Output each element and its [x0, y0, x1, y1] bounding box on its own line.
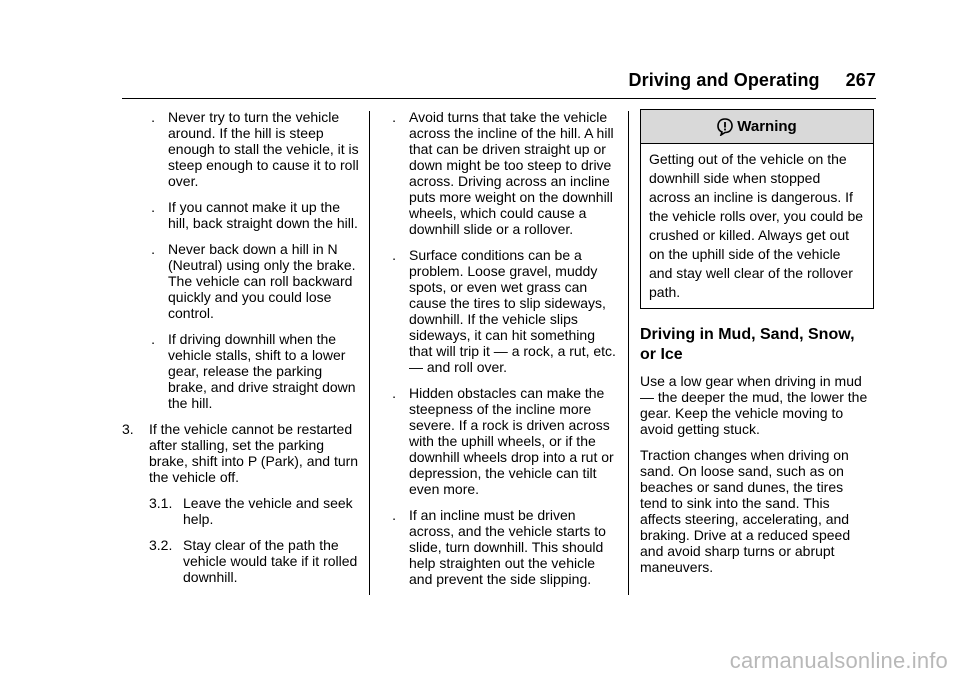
bullet-item — [122, 109, 360, 189]
page-header — [629, 70, 876, 91]
bullet-marker: . — [392, 109, 396, 125]
sub-step-number: 3.2. — [149, 537, 173, 553]
sub-step-text: Leave the vehicle and seek help. — [183, 495, 353, 527]
section-title-header: Driving and Operating — [628, 70, 820, 90]
warning-text: Getting out of the vehicle on the downhill side when stopped across an incline is dangerous. If the vehicle rolls over, you could be crushed or killed. Always get out on the uphill side of the vehicle and stay well clear of the rollover path. — [649, 151, 864, 300]
bullet-item — [380, 385, 618, 497]
sub-step-text: Stay clear of the path the vehicle would take if it rolled downhill. — [183, 537, 358, 585]
numbered-step — [122, 421, 360, 485]
warning-title: Warning — [737, 117, 797, 135]
bullet-text: Surface conditions can be a problem. Loose gravel, muddy spots, or even wet grass can cause the tires to slip sideways, downhill. If the vehicle slips sideways, it can hit something that will trip it — a rock, a rut, etc. — and roll over. — [409, 247, 616, 375]
watermark: carmanualsonline.info — [729, 648, 948, 673]
bullet-text: If an incline must be driven across, and the vehicle starts to slide, turn downhill. This should help straighten out the vehicle and prevent the side slipping. — [409, 507, 606, 587]
column-right — [640, 109, 874, 585]
column-left — [122, 109, 360, 595]
warning-box — [640, 109, 874, 309]
column-middle — [380, 109, 618, 597]
bullet-text: Avoid turns that take the vehicle across the incline of the hill. A hill that can be driven straight up or down might be too steep to drive across. Driving across an incline puts more weight on the downhill wheels, which could cause a downhill slide or a rollover. — [409, 109, 614, 237]
paragraph: Use a low gear when driving in mud — the deeper the mud, the lower the gear. Keep the vehicle moving to avoid getting stuck. — [640, 373, 868, 437]
warning-header — [641, 110, 873, 144]
bullet-item — [380, 109, 618, 237]
warning-icon — [717, 118, 733, 136]
section-heading: Driving in Mud, Sand, Snow, or Ice — [640, 326, 855, 363]
column-divider — [369, 111, 370, 595]
bullet-marker: . — [151, 241, 155, 257]
bullet-item — [122, 331, 360, 411]
bullet-marker: . — [151, 331, 155, 347]
bullet-text: If you cannot make it up the hill, back straight down the hill. — [168, 199, 358, 231]
bullet-marker: . — [151, 199, 155, 215]
bullet-text: Never try to turn the vehicle around. If the hill is steep enough to stall the vehicle, it is steep enough to cause it to roll over. — [168, 109, 359, 189]
bullet-marker: . — [392, 507, 396, 523]
bullet-item — [380, 247, 618, 375]
sub-step — [122, 495, 360, 527]
bullet-marker: . — [392, 247, 396, 263]
bullet-item — [122, 241, 360, 321]
bullet-text: Never back down a hill in N (Neutral) using only the brake. The vehicle can roll backward quickly and you could lose control. — [168, 241, 356, 321]
bullet-item — [380, 507, 618, 587]
bullet-marker: . — [151, 109, 155, 125]
paragraph: Traction changes when driving on sand. On loose sand, such as on beaches or sand dunes, the tires tend to sink into the sand. This affects steering, accelerating, and braking. Drive at a reduced speed and avoid sharp turns or abrupt maneuvers. — [640, 447, 851, 575]
header-rule — [122, 98, 876, 99]
sub-step — [122, 537, 360, 585]
sub-step-number: 3.1. — [149, 495, 173, 511]
step-text: If the vehicle cannot be restarted after stalling, set the parking brake, shift into P (Park), and turn the vehicle off. — [149, 421, 359, 485]
column-divider — [628, 111, 629, 595]
step-number: 3. — [122, 421, 134, 437]
bullet-item — [122, 199, 360, 231]
page-number: 267 — [845, 70, 876, 90]
bullet-marker: . — [392, 385, 396, 401]
bullet-text: Hidden obstacles can make the steepness of the incline more severe. If a rock is driven across with the uphill wheels, or if the downhill wheels drop into a rut or depression, the vehicle can tilt even more. — [409, 385, 614, 497]
bullet-text: If driving downhill when the vehicle stalls, shift to a lower gear, release the parking brake, and drive straight down the hill. — [168, 331, 356, 411]
